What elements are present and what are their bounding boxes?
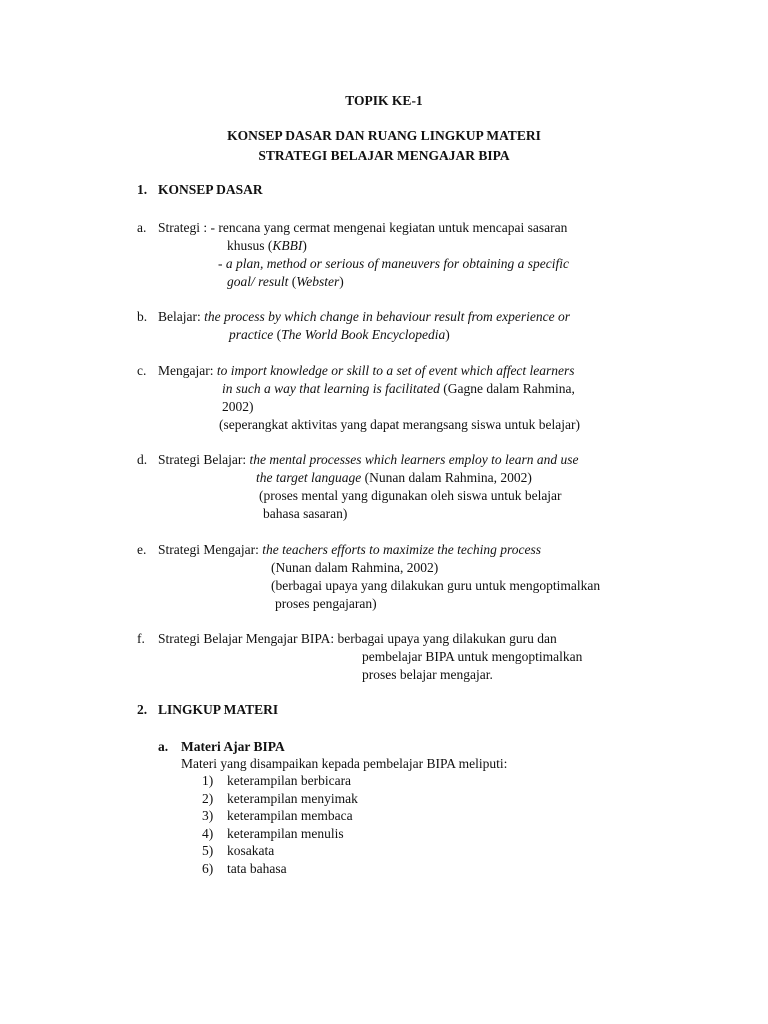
item-b-letter: b. [137,309,148,324]
item-c-line1: Mengajar: to import knowledge or skill to a set of event which affect learners [158,363,575,378]
item-a-letter: a. [137,220,147,235]
list-item: keterampilan membaca [227,808,353,823]
item-f-line3: proses belajar mengajar. [362,667,493,682]
item-a-line4: goal/ result (Webster) [227,274,344,289]
list-item: kosakata [227,843,275,858]
item-c-line4: (seperangkat aktivitas yang dapat merangsang siswa untuk belajar) [219,417,580,432]
subsection-a-intro: Materi yang disampaikan kepada pembelajar BIPA meliputi: [181,756,508,771]
document-title-line2: STRATEGI BELAJAR MENGAJAR BIPA [258,148,510,163]
item-c-letter: c. [137,363,147,378]
item-e-line4: proses pengajaran) [275,596,377,611]
list-item: keterampilan menyimak [227,790,358,806]
item-c-line2: in such a way that learning is facilitated (Gagne dalam Rahmina, [222,381,575,396]
item-a-line2: khusus (KBBI) [227,238,307,253]
subsection-a-heading: Materi Ajar BIPA [181,739,285,754]
list-item: keterampilan berbicara [227,773,352,788]
item-d-line2: the target language (Nunan dalam Rahmina, 2002) [256,470,532,485]
item-a-line1: Strategi : - rencana yang cermat mengenai kegiatan untuk mencapai sasaran [158,220,568,235]
item-d-line1: Strategi Belajar: the mental processes which learners employ to learn and use [158,452,579,467]
item-f-line2: pembelajar BIPA untuk mengoptimalkan [362,649,583,664]
section1-number: 1. [137,182,148,197]
item-e-line2: (Nunan dalam Rahmina, 2002) [271,560,439,575]
list-item-number: 4) [202,825,214,841]
section2-heading: LINGKUP MATERI [158,702,279,717]
list-item: keterampilan menulis [227,825,344,841]
item-b-line2: practice (The World Book Encyclopedia) [229,327,450,342]
item-a-line3: - a plan, method or serious of maneuvers for obtaining a specific [218,256,569,271]
item-d-letter: d. [137,452,148,467]
item-c-line3: 2002) [222,399,254,414]
list-item-number: 3) [202,808,214,823]
list-item-number: 1) [202,773,214,788]
item-e-line1: Strategi Mengajar: the teachers efforts to maximize the teching process [158,542,542,557]
document-title-line1: KONSEP DASAR DAN RUANG LINGKUP MATERI [227,128,541,143]
item-f-line1: Strategi Belajar Mengajar BIPA: berbagai upaya yang dilakukan guru dan [158,631,557,646]
list-item: tata bahasa [227,860,287,876]
subsection-a-letter: a. [158,739,169,754]
item-e-line3: (berbagai upaya yang dilakukan guru untuk mengoptimalkan [271,578,601,593]
section1-heading: KONSEP DASAR [158,182,263,197]
list-item-number: 5) [202,843,214,858]
item-e-letter: e. [137,542,147,557]
item-d-line3: (proses mental yang digunakan oleh siswa untuk belajar [259,488,562,503]
section2-number: 2. [137,702,148,717]
item-b-line1: Belajar: the process by which change in behaviour result from experience or [158,309,571,324]
list-item-number: 2) [202,790,214,806]
topic-title: TOPIK KE-1 [345,93,423,108]
item-f-letter: f. [137,631,145,646]
list-item-number: 6) [202,860,214,876]
item-d-line4: bahasa sasaran) [263,506,348,521]
